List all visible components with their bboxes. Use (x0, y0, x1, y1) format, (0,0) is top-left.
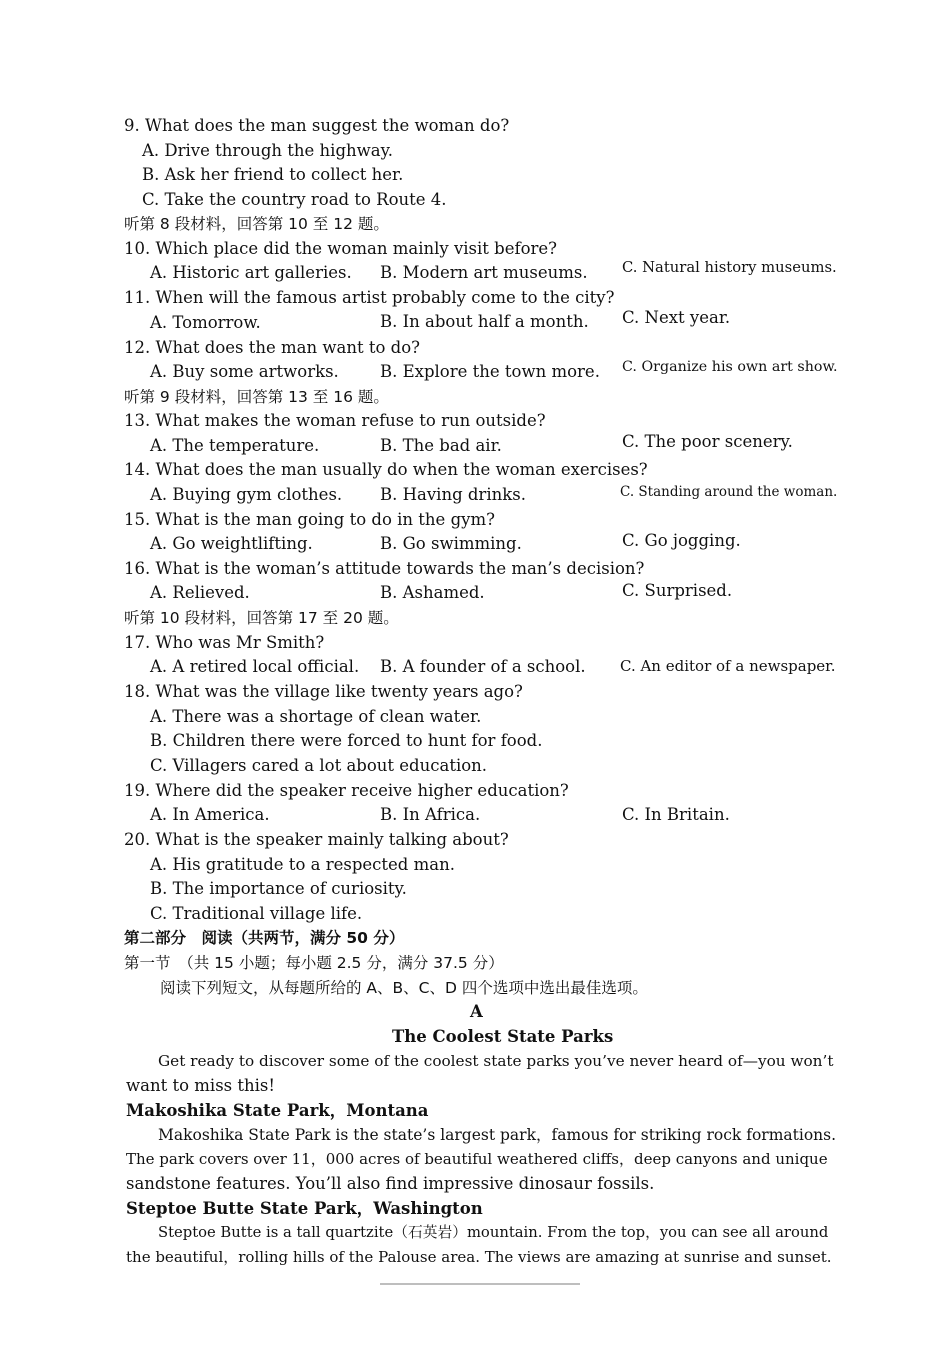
question-11: 11. When will the famous artist probably come to the city? (124, 288, 615, 307)
option-18a: A. There was a shortage of clean water. (150, 707, 482, 726)
option-15a: A. Go weightlifting. (150, 534, 313, 553)
option-19b: B. In Africa. (380, 805, 481, 824)
option-13b: B. The bad air. (380, 436, 502, 455)
park1-line-1: Makoshika State Park is the state’s largest park，famous for striking rock formations. (158, 1126, 837, 1144)
part2-heading: 第二部分 阅读（共两节，满分 50 分） (124, 929, 405, 947)
intro-line-2: want to miss this! (126, 1076, 276, 1095)
option-12c: C. Organize his own art show. (622, 359, 838, 375)
park2-line-2: the beautiful，rolling hills of the Palouse area. The views are amazing at sunrise and sunset. (126, 1248, 832, 1266)
question-15: 15. What is the man going to do in the gym? (124, 510, 495, 529)
option-10a: A. Historic art galleries. (150, 263, 352, 282)
question-20: 20. What is the speaker mainly talking about? (124, 830, 509, 849)
park2-title: Steptoe Butte State Park，Washington (126, 1199, 483, 1218)
option-9b: B. Ask her friend to collect her. (142, 165, 404, 184)
option-20a: A. His gratitude to a respected man. (150, 855, 455, 874)
option-11b: B. In about half a month. (380, 312, 589, 331)
option-14c: C. Standing around the woman. (620, 484, 838, 500)
option-10b: B. Modern art museums. (380, 263, 588, 282)
option-9c: C. Take the country road to Route 4. (142, 190, 447, 209)
question-17: 17. Who was Mr Smith? (124, 633, 325, 652)
option-17a: A. A retired local official. (150, 657, 360, 676)
page-footer-fragment (380, 1283, 580, 1293)
park2-line-1: Steptoe Butte is a tall quartzite（石英岩）mountain. From the top，you can see all around (158, 1224, 829, 1241)
option-11a: A. Tomorrow. (150, 313, 261, 332)
option-15b: B. Go swimming. (380, 534, 522, 553)
option-20b: B. The importance of curiosity. (150, 879, 407, 898)
question-10: 10. Which place did the woman mainly visit before? (124, 239, 558, 258)
listening-instruction-8: 听第 8 段材料，回答第 10 至 12 题。 (124, 215, 389, 233)
listening-instruction-9: 听第 9 段材料，回答第 13 至 16 题。 (124, 388, 389, 406)
option-9a: A. Drive through the highway. (142, 141, 393, 160)
option-11c: C. Next year. (622, 308, 731, 327)
passage-title: The Coolest State Parks (392, 1027, 614, 1046)
intro-line-1: Get ready to discover some of the coolest state parks you’ve never heard of—you won’t (158, 1052, 834, 1070)
option-20c: C. Traditional village life. (150, 904, 363, 923)
option-19c: C. In Britain. (622, 805, 730, 824)
park1-line-3: sandstone features. You’ll also find impressive dinosaur fossils. (126, 1174, 655, 1193)
option-10c: C. Natural history museums. (622, 259, 837, 276)
option-17c: C. An editor of a newspaper. (620, 657, 836, 675)
passage-letter: A (470, 1002, 483, 1021)
option-12b: B. Explore the town more. (380, 362, 600, 381)
section1-heading: 第一节 （共 15 小题；每小题 2.5 分，满分 37.5 分） (124, 954, 504, 972)
option-17b: B. A founder of a school. (380, 657, 586, 676)
question-12: 12. What does the man want to do? (124, 338, 420, 357)
question-13: 13. What makes the woman refuse to run outside? (124, 411, 546, 430)
option-16a: A. Relieved. (150, 583, 250, 602)
park1-line-2: The park covers over 11，000 acres of beautiful weathered cliffs，deep canyons and unique (126, 1150, 828, 1168)
option-15c: C. Go jogging. (622, 531, 741, 550)
option-19a: A. In America. (150, 805, 270, 824)
option-13a: A. The temperature. (150, 436, 320, 455)
option-12a: A. Buy some artworks. (150, 362, 339, 381)
option-16b: B. Ashamed. (380, 583, 485, 602)
listening-instruction-10: 听第 10 段材料，回答第 17 至 20 题。 (124, 609, 399, 627)
question-19: 19. Where did the speaker receive higher education? (124, 781, 569, 800)
reading-instruction: 阅读下列短文，从每题所给的 A、B、C、D 四个选项中选出最佳选项。 (160, 979, 648, 997)
question-16: 16. What is the woman’s attitude towards the man’s decision? (124, 559, 645, 578)
park1-title: Makoshika State Park，Montana (126, 1101, 429, 1120)
question-9: 9. What does the man suggest the woman do? (124, 116, 510, 135)
option-18b: B. Children there were forced to hunt for food. (150, 731, 543, 750)
question-14: 14. What does the man usually do when the woman exercises? (124, 460, 648, 479)
question-18: 18. What was the village like twenty years ago? (124, 682, 523, 701)
option-13c: C. The poor scenery. (622, 432, 793, 451)
option-18c: C. Villagers cared a lot about education. (150, 756, 488, 775)
option-14b: B. Having drinks. (380, 485, 526, 504)
option-16c: C. Surprised. (622, 581, 733, 600)
option-14a: A. Buying gym clothes. (150, 485, 343, 504)
